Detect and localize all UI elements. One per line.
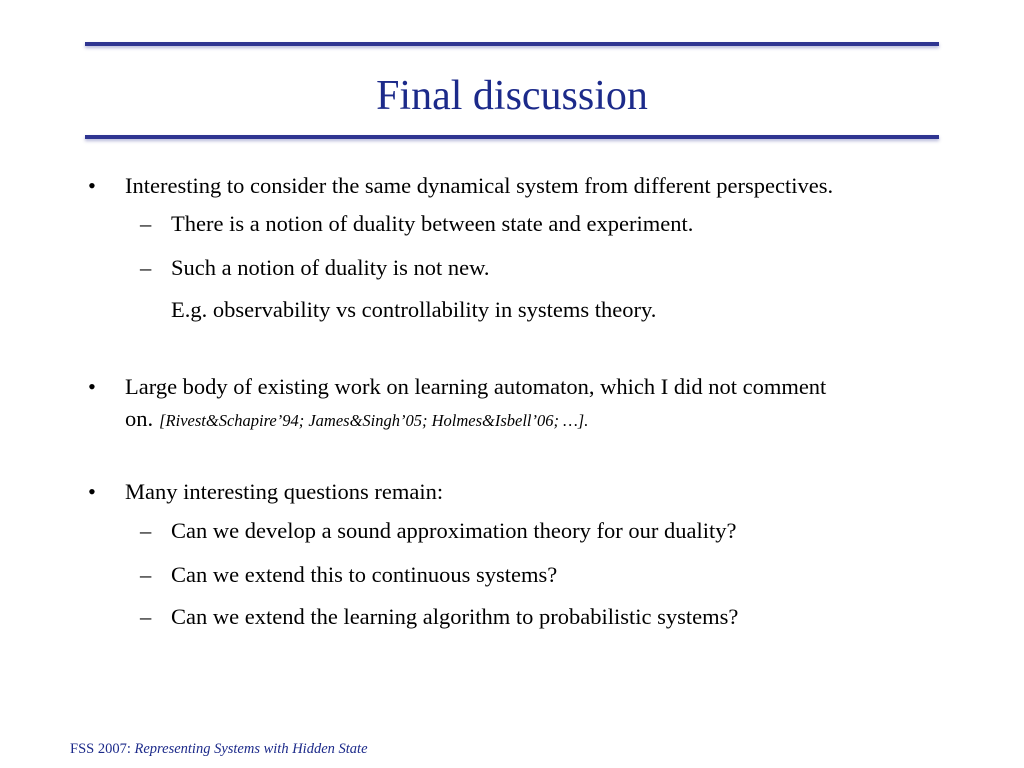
bullet-1-text: Interesting to consider the same dynamical system from different perspectives. [125, 173, 834, 198]
dash-marker: – [140, 562, 152, 587]
bullet-3-subitem-2: Can we extend this to continuous systems? [171, 562, 558, 587]
bullet-2-text-line1: Large body of existing work on learning automaton, which I did not comment [125, 374, 827, 399]
bullet-2-citation: [Rivest&Schapire’94; James&Singh’05; Holmes&Isbell’06; …]. [159, 411, 589, 430]
footer [70, 740, 368, 758]
bullet-2-text-end: on. [125, 406, 154, 431]
bullet-1-continuation: E.g. observability vs controllability in systems theory. [171, 297, 657, 322]
bullet-marker: • [88, 173, 96, 198]
bullet-marker: • [88, 374, 96, 399]
bullet-marker: • [88, 479, 96, 504]
footer-label: FSS 2007: [70, 741, 131, 757]
bullet-2-text-line2 [125, 406, 588, 434]
slide-title: Final discussion [376, 73, 648, 119]
bullet-1-subitem-2: Such a notion of duality is not new. [171, 255, 490, 280]
dash-marker: – [140, 211, 152, 236]
bullet-3-text: Many interesting questions remain: [125, 479, 444, 504]
bullet-3-subitem-3: Can we extend the learning algorithm to probabilistic systems? [171, 604, 739, 629]
dash-marker: – [140, 255, 152, 280]
footer-subtitle: Representing Systems with Hidden State [134, 741, 368, 757]
bullet-3-subitem-1: Can we develop a sound approximation theory for our duality? [171, 518, 737, 543]
header-rule-bottom [85, 135, 939, 139]
dash-marker: – [140, 604, 152, 629]
header-rule-top [85, 42, 939, 46]
bullet-1-subitem-1: There is a notion of duality between state and experiment. [171, 211, 694, 236]
dash-marker: – [140, 518, 152, 543]
